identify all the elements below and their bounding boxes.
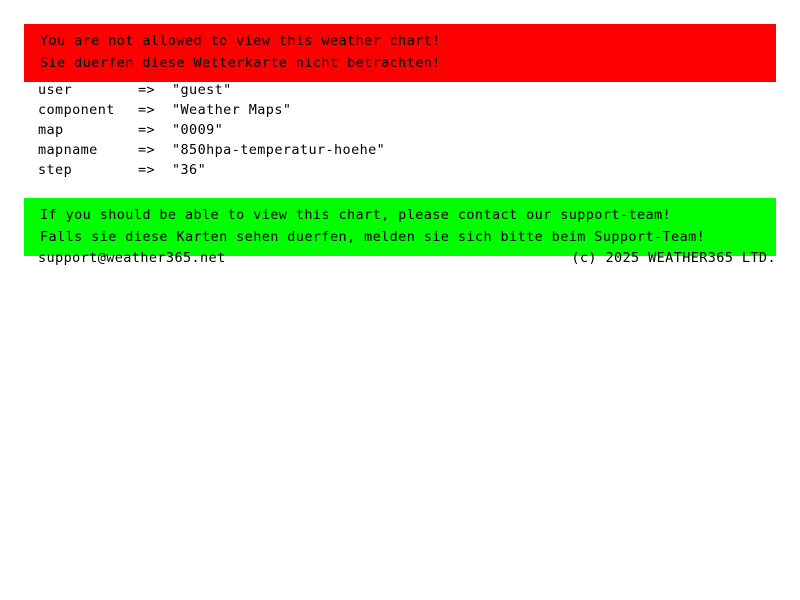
param-key: map	[38, 122, 64, 138]
param-value: "Weather Maps"	[172, 102, 292, 118]
param-arrow: =>	[138, 142, 156, 158]
param-key: component	[38, 102, 115, 118]
support-email-link[interactable]: support@weather365.net	[38, 250, 226, 266]
error-banner-line-en: You are not allowed to view this weather chart!	[40, 33, 441, 49]
param-arrow: =>	[138, 102, 156, 118]
info-banner-line-en: If you should be able to view this chart, please contact our support-team!	[40, 207, 672, 223]
param-row	[38, 100, 385, 120]
request-parameters	[38, 80, 385, 180]
param-key: user	[38, 82, 73, 98]
error-banner-line-de: Sie duerfen diese Wetterkarte nicht betrachten!	[40, 55, 441, 71]
param-arrow: =>	[138, 122, 156, 138]
param-value: "850hpa-temperatur-hoehe"	[172, 142, 386, 158]
param-value: "guest"	[172, 82, 232, 98]
param-key: step	[38, 162, 73, 178]
param-row	[38, 120, 385, 140]
info-banner-line-de: Falls sie diese Karten sehen duerfen, melden sie sich bitte beim Support-Team!	[40, 229, 706, 245]
param-value: "36"	[172, 162, 207, 178]
page-footer	[38, 250, 776, 266]
param-row	[38, 80, 385, 100]
param-arrow: =>	[138, 82, 156, 98]
param-arrow: =>	[138, 162, 156, 178]
param-key: mapname	[38, 142, 98, 158]
error-banner	[24, 24, 776, 82]
info-banner	[24, 198, 776, 256]
param-value: "0009"	[172, 122, 224, 138]
param-row	[38, 160, 385, 180]
copyright-text: (c) 2025 WEATHER365 LTD.	[571, 250, 776, 266]
param-row	[38, 140, 385, 160]
